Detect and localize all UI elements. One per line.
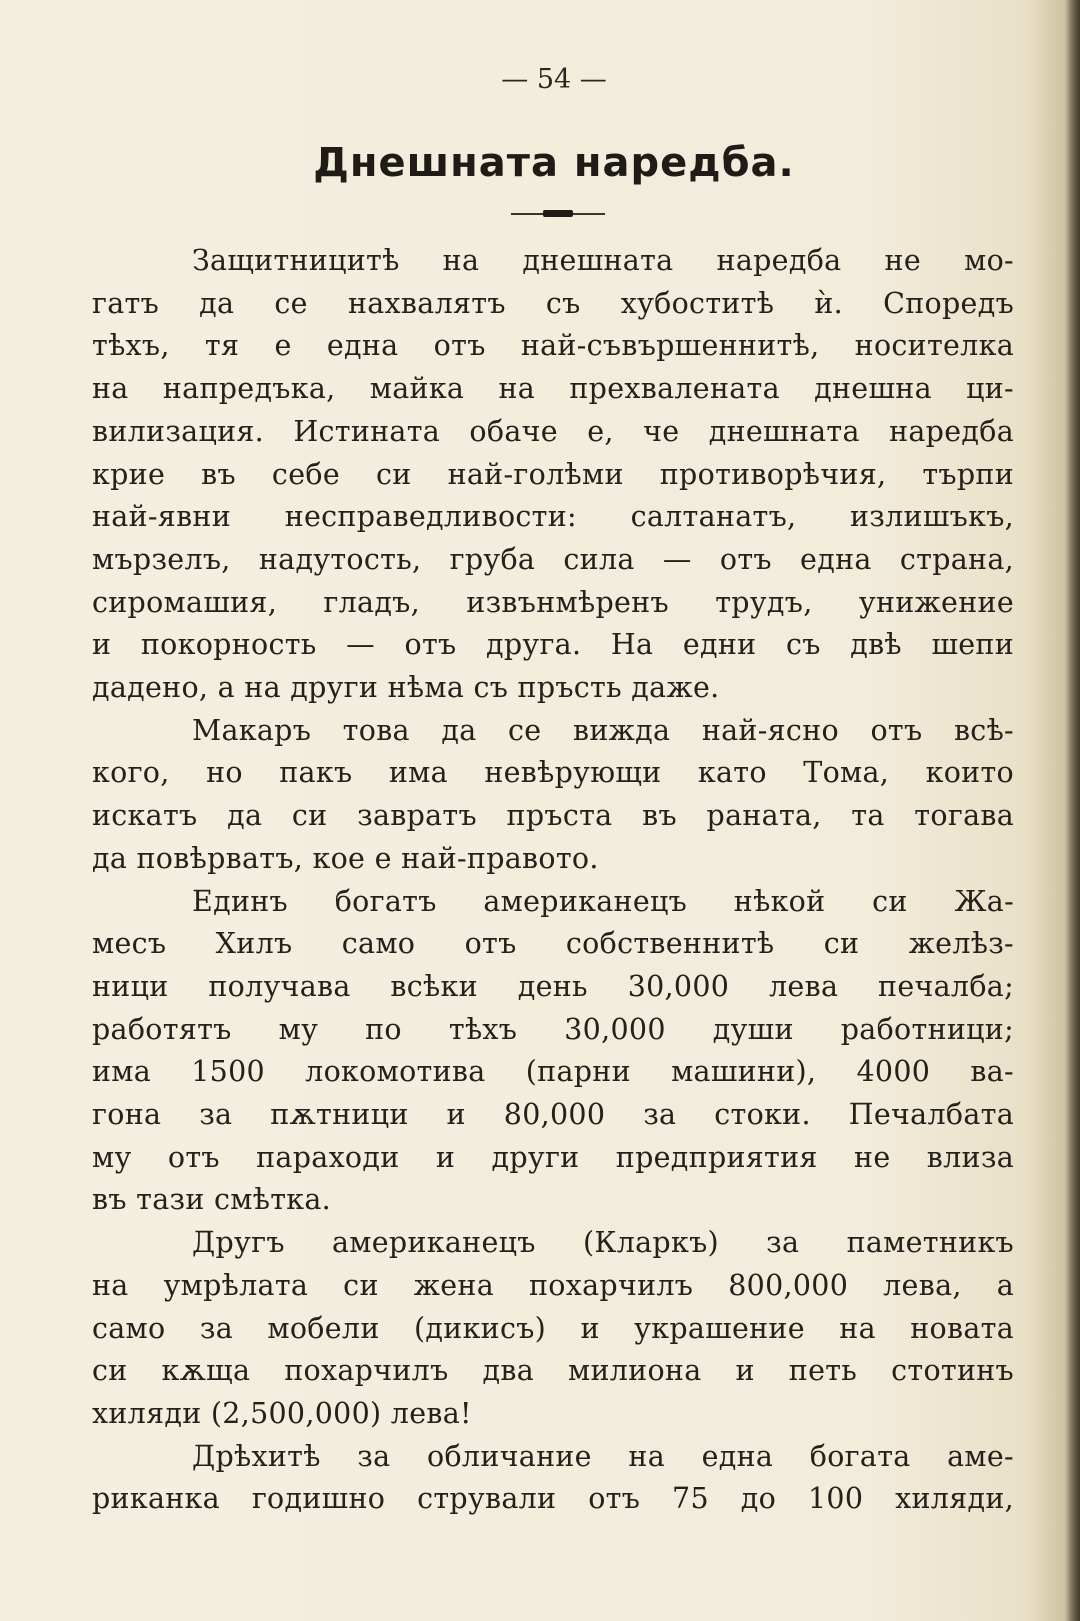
chapter-heading: Днешната наредба. <box>313 140 795 186</box>
text-line: Макаръ това да се вижда най-ясно отъ всѣ- <box>192 713 1014 747</box>
text-line: има 1500 локомотива (парни машини), 4000 ва- <box>92 1055 1014 1089</box>
text-line: ници получава всѣки день 30,000 лева печалба; <box>92 969 1014 1003</box>
text-line: Другъ американецъ (Кларкъ) за паметникъ <box>192 1226 1014 1260</box>
text-line: сиромашия, гладъ, извънмѣренъ трудъ, унижение <box>92 585 1014 619</box>
text-line: най-явни несправедливости: салтанатъ, излишъкъ, <box>92 500 1014 534</box>
text-line: си кѫща похарчилъ два милиона и петь стотинъ <box>92 1354 1014 1388</box>
text-line: Защитницитѣ на днешната наредба не мо- <box>192 244 1014 277</box>
text-line: вилизация. Истината обаче е, че днешната наредба <box>92 414 1014 448</box>
heading-ornament-center <box>543 210 573 217</box>
text-line: на напредъка, майка на прехвалената днешна ци- <box>92 372 1014 406</box>
text-line: кого, но пакъ има невѣрующи като Тома, които <box>92 756 1014 790</box>
text-line: и покорность — отъ друга. На едни съ двѣ шепи <box>92 628 1014 662</box>
text-line: Дрѣхитѣ за обличание на една богата аме- <box>192 1439 1014 1473</box>
text-line: тѣхъ, тя е една отъ най-съвършеннитѣ, носителка <box>92 329 1014 363</box>
page-number: — 54 — <box>501 64 607 95</box>
text-line: мързелъ, надутость, груба сила — отъ една страна, <box>92 542 1014 576</box>
text-line: работятъ му по тѣхъ 30,000 души работници; <box>92 1012 1014 1046</box>
text-line: крие въ себе си най-голѣми противорѣчия, търпи <box>92 457 1014 491</box>
text-line: Единъ богатъ американецъ нѣкой си Жа- <box>192 884 1014 918</box>
page-edge-shadow <box>1066 0 1080 1621</box>
text-line: въ тази смѣтка. <box>92 1183 332 1217</box>
text-line: само за мобели (дикисъ) и украшение на новата <box>92 1311 1014 1345</box>
text-line: месъ Хилъ само отъ собственнитѣ си желѣз- <box>92 927 1014 961</box>
text-line: на умрѣлата си жена похарчилъ 800,000 лева, а <box>92 1268 1014 1302</box>
text-line: хиляди (2,500,000) лева! <box>92 1396 472 1430</box>
body-text <box>92 240 1014 1521</box>
text-line: искатъ да си завратъ пръста въ раната, та тогава <box>92 799 1014 833</box>
text-line: дадено, а на други нѣма съ пръсть даже. <box>92 671 720 705</box>
text-line: гона за пѫтници и 80,000 за стоки. Печалбата <box>92 1098 1014 1132</box>
text-line: да повѣрватъ, кое е най-правото. <box>92 841 599 875</box>
text-line: риканка годишно стрували отъ 75 до 100 хиляди, <box>92 1482 1014 1516</box>
text-line: му отъ параходи и други предприятия не влиза <box>92 1140 1014 1174</box>
text-line: гатъ да се нахвалятъ съ хубоститѣ ѝ. Споредъ <box>92 286 1014 320</box>
